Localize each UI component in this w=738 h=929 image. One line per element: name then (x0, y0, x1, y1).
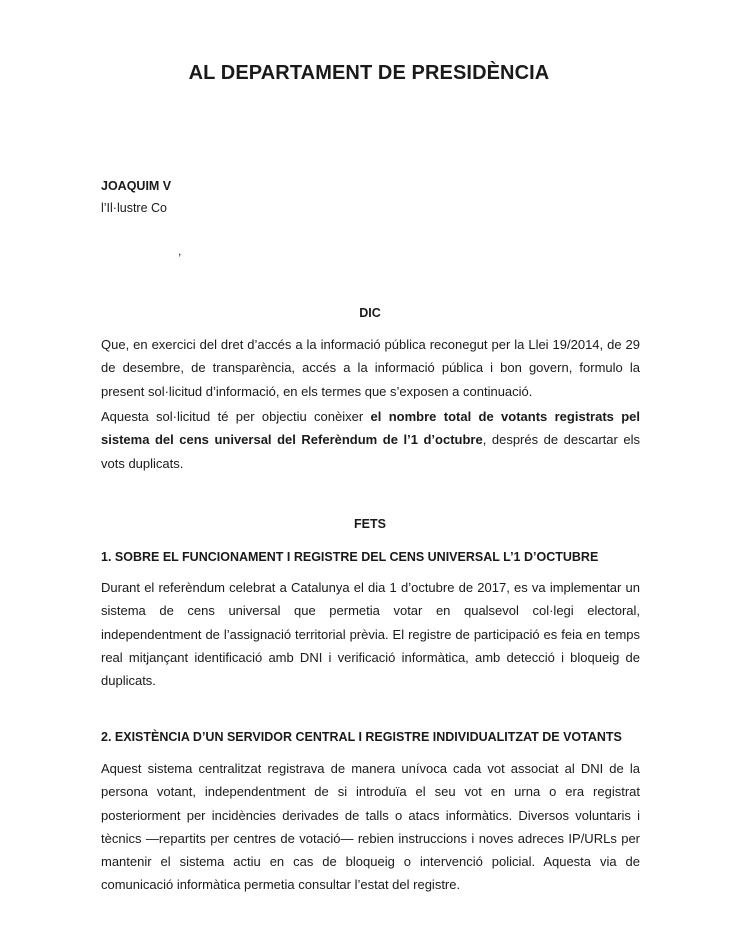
section1-title: 1. SOBRE EL FUNCIONAMENT I REGISTRE DEL CENS UNIVERSAL L’1 D’OCTUBRE (101, 550, 599, 564)
heading-fets: FETS (354, 517, 386, 531)
section1-text: Durant el referèndum celebrat a Catalunya el dia 1 d’octubre de 2017, es va implementar un sistema de cens universal que permetia votar en qualsevol col·legi electoral, independentment de l’assignació territorial prèvia. El registre de participació es feia en temps real mitjançant identificació amb DNI i verificació informàtica, amb detecció i bloqueig de duplicats. (101, 580, 640, 689)
paragraph-request: Que, en exercici del dret d’accés a la informació pública reconegut per la Llei 19/2014, de 29 de desembre, de transparència, accés a la informació pública i bon govern, formulo la present sol·licitud d’informació, en els termes que s’exposen a continuació. (101, 337, 640, 399)
objective-text-start: Aquesta sol·licitud té per objectiu conèixer (101, 409, 371, 424)
page-title: AL DEPARTAMENT DE PRESIDÈNCIA (188, 62, 550, 84)
objective-text-end: , després de descartar els vots duplicats. (101, 432, 641, 471)
section2-title: 2. EXISTÈNCIA D’UN SERVIDOR CENTRAL I REGISTRE INDIVIDUALITZAT DE VOTANTS (101, 730, 622, 744)
sender-affiliation: l’Il·lustre Co (101, 201, 167, 215)
stray-mark: , (178, 244, 182, 258)
objective-text-bold: el nombre total de votants registrats pel sistema del cens universal del Referèndum de l’1 d’octubre (101, 409, 641, 448)
sender-name: JOAQUIM V (101, 179, 172, 193)
paragraph-objective (101, 405, 640, 475)
heading-dic: DIC (359, 306, 381, 320)
section2-text: Aquest sistema centralitzat registrava de manera unívoca cada vot associat al DNI de la persona votant, independentment de si introduïa el seu vot en urna o era registrat posteriorment per incidències derivades de talls o atacs informàtics. Diversos voluntaris i tècnics —repartits per centres de votació— rebien instruccions i noves adreces IP/URLs per mantenir el sistema actiu en cas de bloqueig o intervenció policial. Aquesta via de comunicació informàtica permetia consultar l’estat del registre. (101, 761, 640, 893)
